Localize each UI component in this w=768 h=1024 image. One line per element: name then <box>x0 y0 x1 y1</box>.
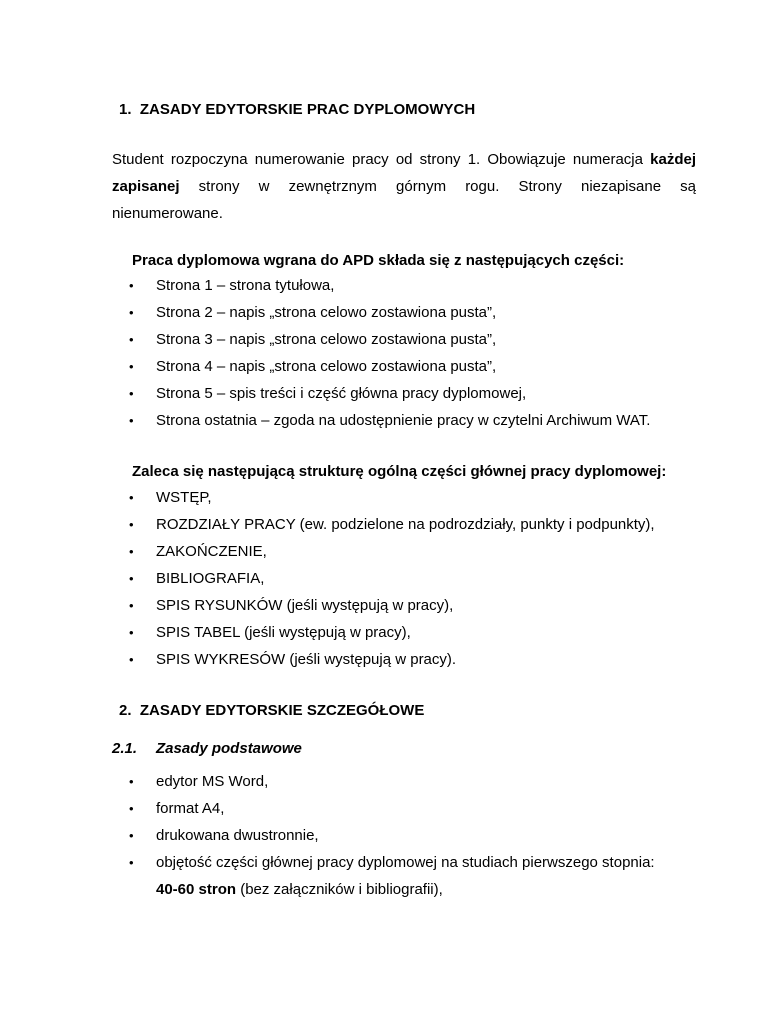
list-item-text: edytor MS Word, <box>156 773 269 790</box>
bullet-icon: • <box>129 490 134 505</box>
list-item-text: ZAKOŃCZENIE, <box>156 543 267 560</box>
bullet-icon: • <box>129 544 134 559</box>
bullet-icon: • <box>129 855 134 870</box>
list-item-text: format A4, <box>156 800 225 817</box>
list-item-text: Strona 2 – napis „strona celowo zostawiona pusta”, <box>156 304 497 321</box>
subsection-title: Zasady podstawowe <box>156 740 302 757</box>
list-item-continuation <box>156 881 443 899</box>
bullet-icon: • <box>129 359 134 374</box>
bullet-icon: • <box>129 598 134 613</box>
section-1-number: 1. <box>119 101 132 118</box>
parts-heading: Praca dyplomowa wgrana do APD składa się z następujących części: <box>132 252 625 269</box>
bullet-icon: • <box>129 774 134 789</box>
paragraph-line-1 <box>112 146 696 173</box>
paragraph-text: Student rozpoczyna numerowanie pracy od strony 1. Obowiązuje numeracja <box>112 151 651 168</box>
section-1-heading <box>119 101 475 119</box>
paragraph-bold-text: zapisanej <box>112 178 180 195</box>
paragraph-bold-text: każdej <box>650 151 696 168</box>
subsection-number: 2.1. <box>112 740 138 757</box>
section-1-title: ZASADY EDYTORSKIE PRAC DYPLOMOWYCH <box>139 101 476 118</box>
list-item-text: (bez załączników i bibliografii), <box>236 881 443 898</box>
list-item-text: Strona 1 – strona tytułowa, <box>156 277 335 294</box>
structure-heading: Zaleca się następującą strukturę ogólną części głównej pracy dyplomowej: <box>132 463 667 480</box>
paragraph-line-3: nienumerowane. <box>112 205 223 222</box>
bullet-icon: • <box>129 278 134 293</box>
bullet-icon: • <box>129 828 134 843</box>
bullet-icon: • <box>129 332 134 347</box>
bullet-icon: • <box>129 517 134 532</box>
list-item-text: drukowana dwustronnie, <box>156 827 319 844</box>
list-item-text: Strona ostatnia – zgoda na udostępnienie pracy w czytelni Archiwum WAT. <box>156 412 651 429</box>
list-item-text: SPIS TABEL (jeśli występują w pracy), <box>156 624 411 641</box>
bullet-icon: • <box>129 652 134 667</box>
list-item-text: WSTĘP, <box>156 489 212 506</box>
list-item-text: Strona 4 – napis „strona celowo zostawiona pusta”, <box>156 358 497 375</box>
list-item-text: SPIS RYSUNKÓW (jeśli występują w pracy), <box>156 597 454 614</box>
list-item-text: Strona 3 – napis „strona celowo zostawiona pusta”, <box>156 331 497 348</box>
bullet-icon: • <box>129 571 134 586</box>
list-item-text: ROZDZIAŁY PRACY (ew. podzielone na podrozdziały, punkty i podpunkty), <box>156 516 655 533</box>
section-2-title: ZASADY EDYTORSKIE SZCZEGÓŁOWE <box>139 702 425 719</box>
bullet-icon: • <box>129 413 134 428</box>
subsection-heading <box>112 740 137 758</box>
bullet-icon: • <box>129 305 134 320</box>
list-item-text: Strona 5 – spis treści i część główna pracy dyplomowej, <box>156 385 527 402</box>
list-item-text: objętość części głównej pracy dyplomowej na studiach pierwszego stopnia: <box>156 854 655 871</box>
list-item-text: BIBLIOGRAFIA, <box>156 570 265 587</box>
paragraph-line-2 <box>112 173 696 200</box>
list-item-text: SPIS WYKRESÓW (jeśli występują w pracy). <box>156 651 457 668</box>
list-item-bold-text: 40-60 stron <box>156 881 237 898</box>
section-2-heading <box>119 702 424 720</box>
intro-paragraph <box>112 146 696 227</box>
bullet-icon: • <box>129 625 134 640</box>
bullet-icon: • <box>129 386 134 401</box>
paragraph-text: strony w zewnętrznym górnym rogu. Strony niezapisane są <box>179 178 696 195</box>
bullet-icon: • <box>129 801 134 816</box>
section-2-number: 2. <box>119 702 132 719</box>
